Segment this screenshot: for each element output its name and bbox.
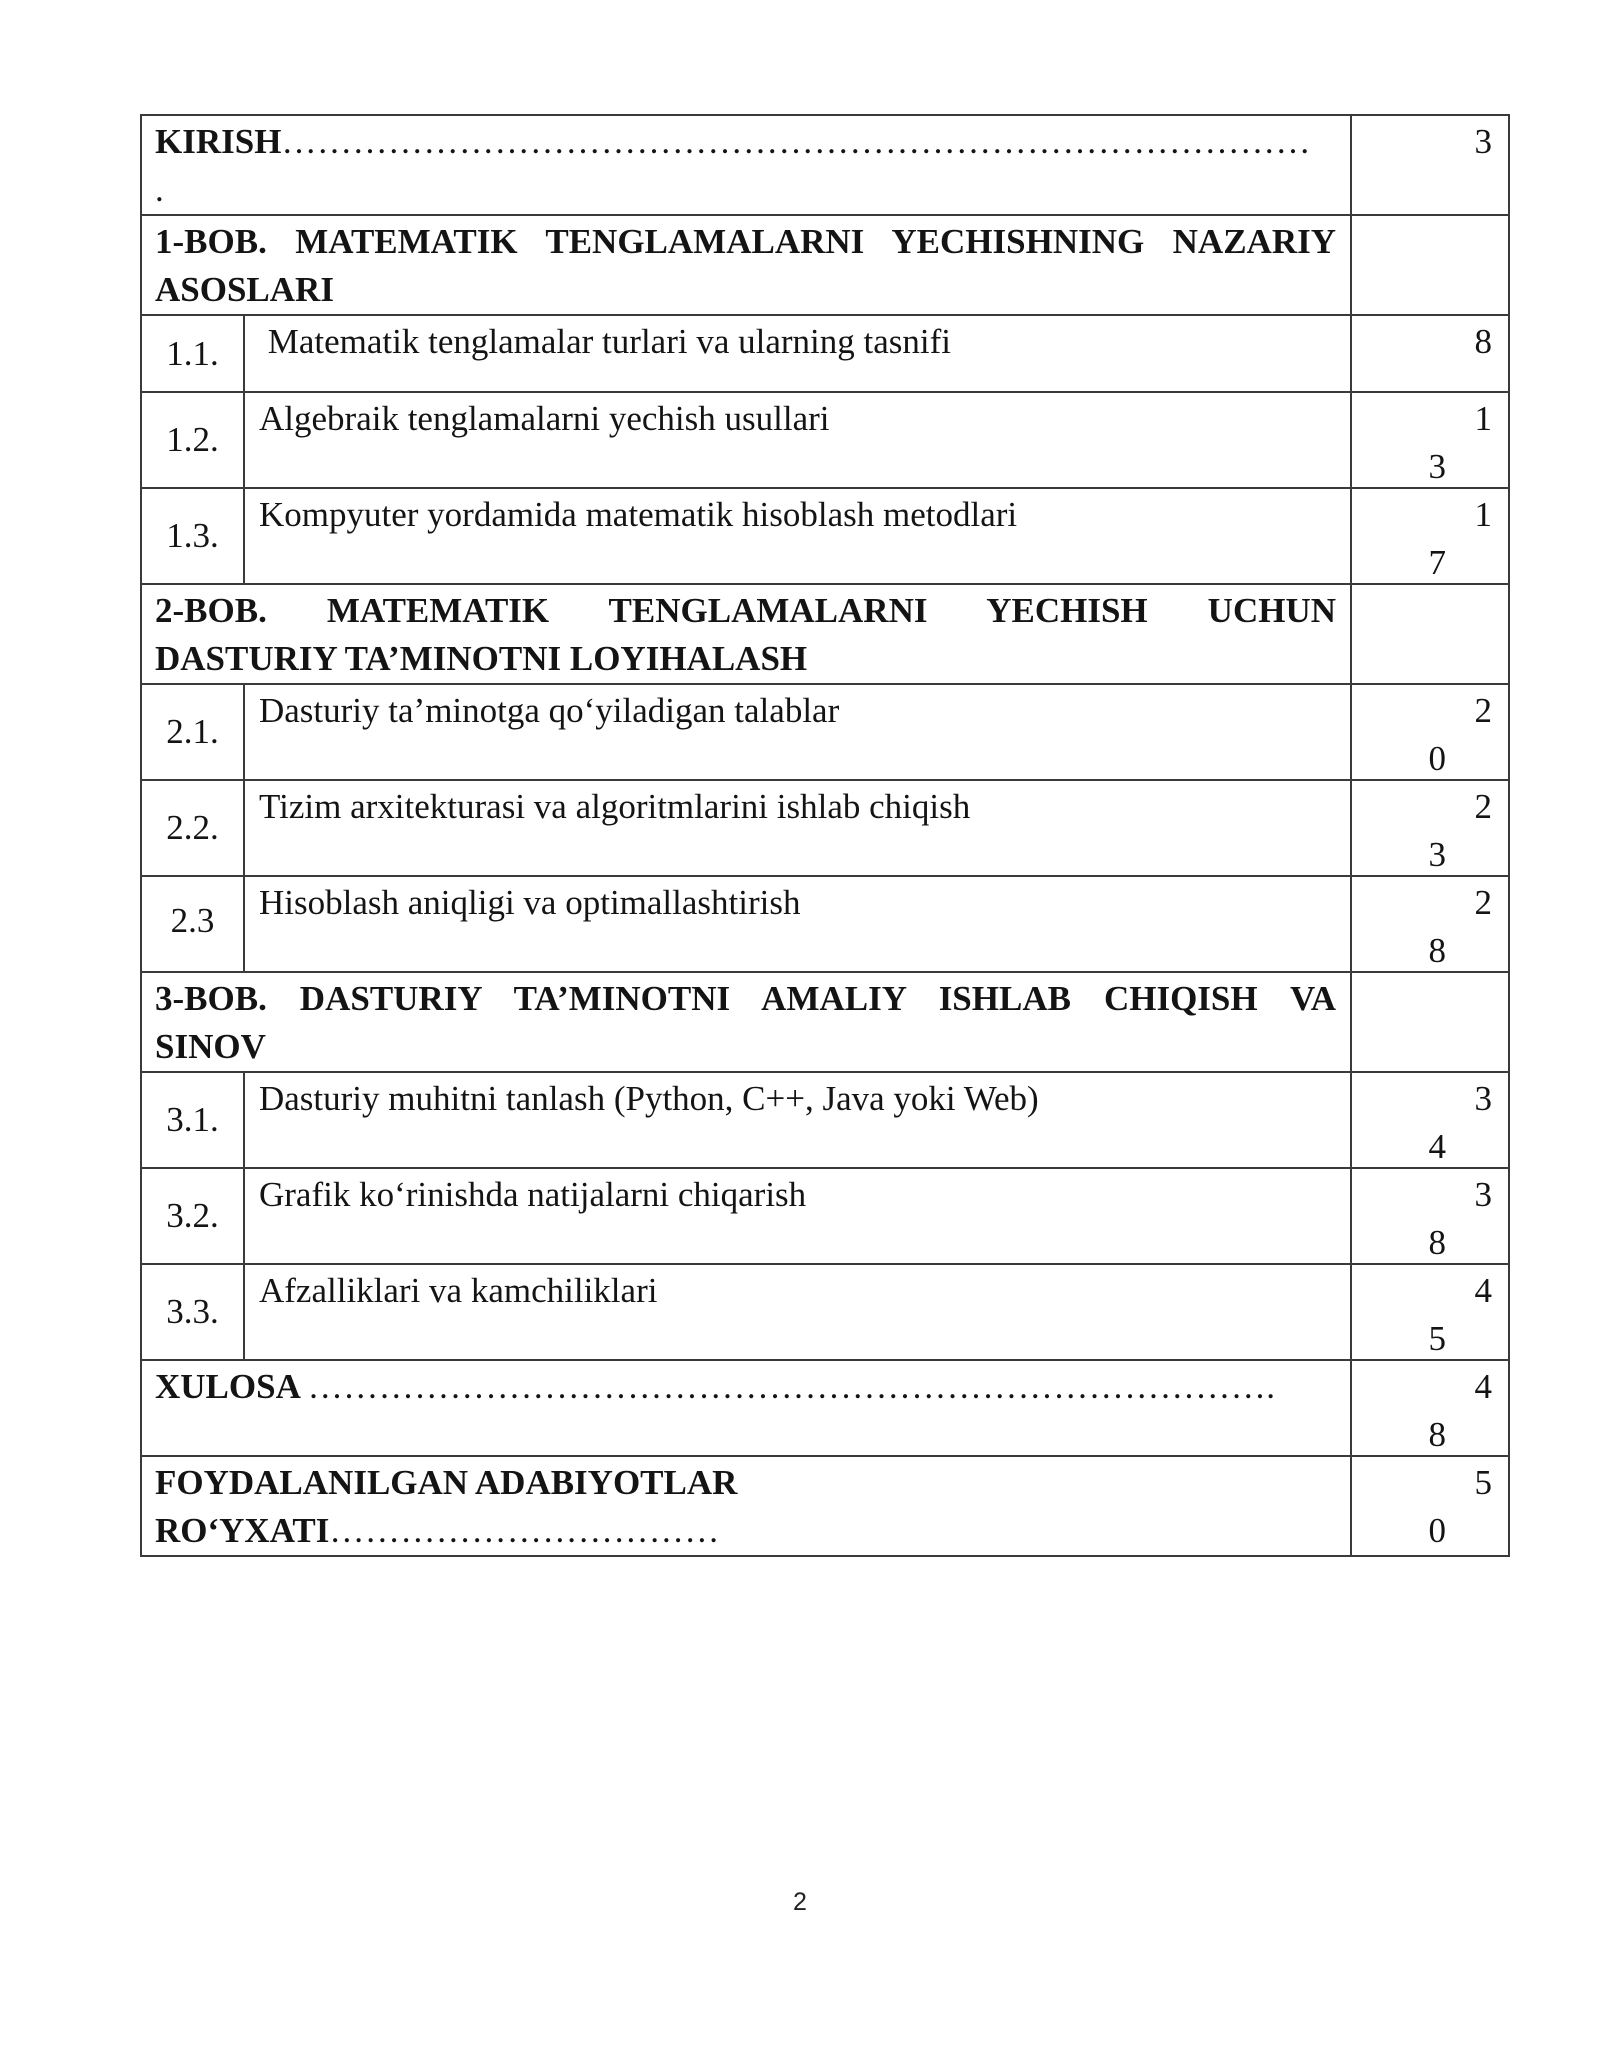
toc-row-2-3	[141, 876, 1509, 972]
toc-row-1-3	[141, 488, 1509, 584]
page-digit-2: 8	[1428, 931, 1446, 970]
chapter-3-heading-line2: SINOV	[155, 1027, 266, 1066]
toc-row-references	[141, 1456, 1509, 1556]
chapter-1-page	[1351, 215, 1509, 315]
page-digit-1: 2	[1474, 787, 1492, 826]
page-digit-1: 1	[1474, 495, 1492, 534]
section-number: 3.3.	[141, 1264, 244, 1360]
section-number: 1.3.	[141, 488, 244, 584]
chapter-2-heading	[141, 584, 1351, 684]
chapter-1-heading	[141, 215, 1351, 315]
page-digit-2: 8	[1428, 1415, 1446, 1454]
chapter-1-heading-line1: 1-BOB. MATEMATIK TENGLAMALARNI YECHISHNING NAZARIY	[155, 222, 1336, 261]
section-title: Afzalliklari va kamchiliklari	[244, 1264, 1351, 1360]
toc-row-conclusion	[141, 1360, 1509, 1456]
section-title: Dasturiy ta’minotga qo‘yiladigan talablar	[244, 684, 1351, 780]
section-number: 2.1.	[141, 684, 244, 780]
section-page	[1351, 315, 1509, 392]
toc-intro-cell	[141, 115, 1351, 215]
section-number: 1.2.	[141, 392, 244, 488]
section-number: 1.1.	[141, 315, 244, 392]
section-page	[1351, 684, 1509, 780]
toc-row-2-2	[141, 780, 1509, 876]
toc-row-intro	[141, 115, 1509, 215]
section-number: 2.3	[141, 876, 244, 972]
page-digit-1: 2	[1474, 691, 1492, 730]
toc-intro-leader-end: .	[155, 170, 165, 209]
toc-conclusion-page	[1351, 1360, 1509, 1456]
page-digit-2: 5	[1428, 1319, 1446, 1358]
page-digit-1: 3	[1474, 1175, 1492, 1214]
section-title: Tizim arxitekturasi va algoritmlarini ishlab chiqish	[244, 780, 1351, 876]
toc-references-leader: ……………………………	[329, 1511, 720, 1550]
section-number: 3.2.	[141, 1168, 244, 1264]
page-digit-1: 1	[1474, 399, 1492, 438]
page-digit-2: 3	[1428, 835, 1446, 874]
toc-references-page	[1351, 1456, 1509, 1556]
section-page	[1351, 1168, 1509, 1264]
section-page	[1351, 876, 1509, 972]
page-digit-1: 3	[1474, 122, 1492, 161]
section-page	[1351, 488, 1509, 584]
section-page	[1351, 1264, 1509, 1360]
toc-row-3-1	[141, 1072, 1509, 1168]
toc-row-1-2	[141, 392, 1509, 488]
section-title: Dasturiy muhitni tanlash (Python, C++, Java yoki Web)	[244, 1072, 1351, 1168]
toc-intro-leader: ……………………………………………………………………………	[281, 122, 1311, 161]
section-title: Hisoblash aniqligi va optimallashtirish	[244, 876, 1351, 972]
toc-row-chapter-2	[141, 584, 1509, 684]
page-digit-1: 5	[1474, 1463, 1492, 1502]
chapter-2-page	[1351, 584, 1509, 684]
table-of-contents	[140, 114, 1510, 1557]
page-digit-1: 8	[1474, 322, 1492, 361]
toc-references-cell	[141, 1456, 1351, 1556]
section-title: Algebraik tenglamalarni yechish usullari	[244, 392, 1351, 488]
section-title: Grafik ko‘rinishda natijalarni chiqarish	[244, 1168, 1351, 1264]
page-digit-2: 7	[1428, 543, 1446, 582]
chapter-2-heading-line2: DASTURIY TA’MINOTNI LOYIHALASH	[155, 639, 808, 678]
chapter-3-heading	[141, 972, 1351, 1072]
page-digit-1: 2	[1474, 883, 1492, 922]
section-number: 3.1.	[141, 1072, 244, 1168]
page-digit-2: 4	[1428, 1127, 1446, 1166]
toc-intro-title: KIRISH	[155, 122, 282, 161]
page-digit-2: 0	[1428, 1511, 1446, 1550]
page-digit-1: 3	[1474, 1079, 1492, 1118]
section-page	[1351, 392, 1509, 488]
toc-row-1-1	[141, 315, 1509, 392]
toc-conclusion-leader: ……………………………………………………………………….	[307, 1367, 1276, 1406]
chapter-2-heading-line1: 2-BOB. MATEMATIK TENGLAMALARNI YECHISH UCHUN	[155, 591, 1336, 630]
page-digit-2: 0	[1428, 739, 1446, 778]
section-number: 2.2.	[141, 780, 244, 876]
toc-conclusion-title: XULOSA	[155, 1367, 308, 1406]
chapter-3-heading-line1: 3-BOB. DASTURIY TA’MINOTNI AMALIY ISHLAB CHIQISH VA	[155, 979, 1336, 1018]
chapter-1-heading-line2: ASOSLARI	[155, 270, 334, 309]
toc-row-3-2	[141, 1168, 1509, 1264]
toc-references-title-line2: RO‘YXATI	[155, 1511, 330, 1550]
section-page	[1351, 1072, 1509, 1168]
toc-row-chapter-1	[141, 215, 1509, 315]
toc-intro-page	[1351, 115, 1509, 215]
toc-row-chapter-3	[141, 972, 1509, 1072]
toc-references-title-line1: FOYDALANILGAN ADABIYOTLAR	[155, 1463, 738, 1502]
section-title: Matematik tenglamalar turlari va ularning tasnifi	[244, 315, 1351, 392]
toc-conclusion-cell	[141, 1360, 1351, 1456]
page-digit-2: 3	[1428, 447, 1446, 486]
page-digit-1: 4	[1474, 1367, 1492, 1406]
section-page	[1351, 780, 1509, 876]
chapter-3-page	[1351, 972, 1509, 1072]
toc-row-3-3	[141, 1264, 1509, 1360]
page-digit-1: 4	[1474, 1271, 1492, 1310]
toc-row-2-1	[141, 684, 1509, 780]
page-digit-2: 8	[1428, 1223, 1446, 1262]
section-title: Kompyuter yordamida matematik hisoblash metodlari	[244, 488, 1351, 584]
page-number: 2	[793, 1888, 807, 1916]
